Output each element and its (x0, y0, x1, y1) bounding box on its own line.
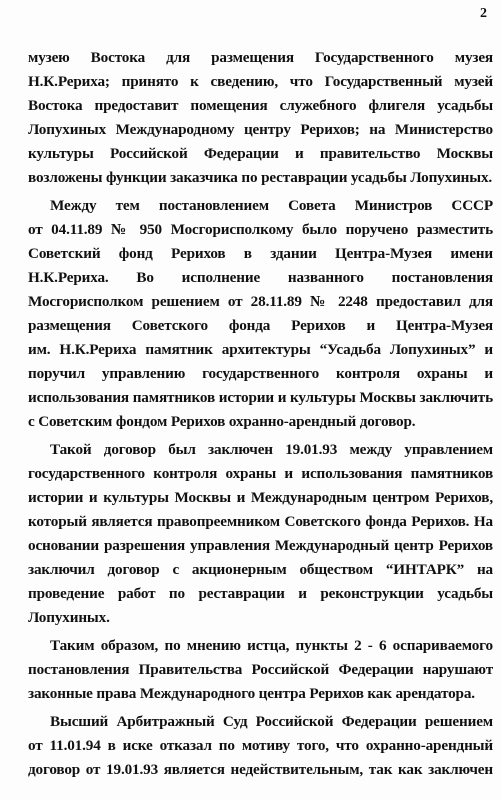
text-line: договор от 19.01.93 является недействительным, так как заключен (28, 761, 493, 778)
text-line: возложены функции заказчика по реставрации усадьбы Лопухиных. (28, 169, 493, 186)
text-line: истории и культуры Москвы и Международным центром Рерихов, (28, 489, 493, 506)
text-line: Лопухиных. (28, 609, 110, 626)
text-line: проведение работ по реставрации и реконструкции усадьбы (28, 585, 493, 602)
text-line: от 04.11.89 № 950 Мосгорисполкому было поручено разместить (28, 221, 493, 238)
text-line: Востока предоставит помещения служебного флигеля усадьбы (28, 97, 493, 114)
page-number: 2 (480, 6, 487, 21)
text-line: поручил управлению государственного контроля охраны и (28, 365, 493, 382)
text-line: который является правопреемником Советского фонда Рерихов. На (28, 513, 493, 530)
text-line: постановления Правительства Российской Федерации нарушают (28, 661, 493, 678)
text-line: Мосгорисполком решением от 28.11.89 № 2248 предоставил для (28, 293, 493, 310)
text-line: законные права Международного центра Рерихов как арендатора. (28, 685, 475, 702)
text-line: Лопухиных Международному центру Рерихов; на Министерство (28, 121, 493, 138)
text-line: Такой договор был заключен 19.01.93 между управлением (50, 441, 493, 458)
text-line: Советский фонд Рерихов в здании Центра-Музея имени (28, 245, 493, 262)
text-line: с Советским фондом Рерихов охранно-арендный договор. (28, 413, 416, 430)
text-line: основании разрешения управления Международный центр Рерихов (28, 537, 493, 554)
text-line: использования памятников истории и культуры Москвы заключить (28, 389, 493, 406)
text-line: Н.К.Рериха; принято к сведению, что Государственный музей (28, 73, 493, 90)
text-line: Высший Арбитражный Суд Российской Федерации решением (50, 713, 493, 730)
document-body (28, 46, 493, 782)
text-line: Таким образом, по мнению истца, пункты 2 - 6 оспариваемого (50, 637, 493, 654)
text-line: им. Н.К.Рериха памятник архитектуры “Усадьба Лопухиных” и (28, 341, 493, 358)
text-line: Н.К.Рериха. Во исполнение названного постановления (28, 269, 493, 286)
text-line: Между тем постановлением Совета Министров СССР (50, 197, 493, 214)
text-line: государственного контроля охраны и использования памятников (28, 465, 493, 482)
text-line: от 11.01.94 в иске отказал по мотиву того, что охранно-арендный (28, 737, 493, 754)
text-line: музею Востока для размещения Государственного музея (28, 49, 493, 66)
text-line: заключил договор с акционерным обществом “ИНТАРК” на (28, 561, 493, 578)
text-line: культуры Российской Федерации и правительство Москвы (28, 145, 493, 162)
text-line: размещения Советского фонда Рерихов и Центра-Музея (28, 317, 493, 334)
